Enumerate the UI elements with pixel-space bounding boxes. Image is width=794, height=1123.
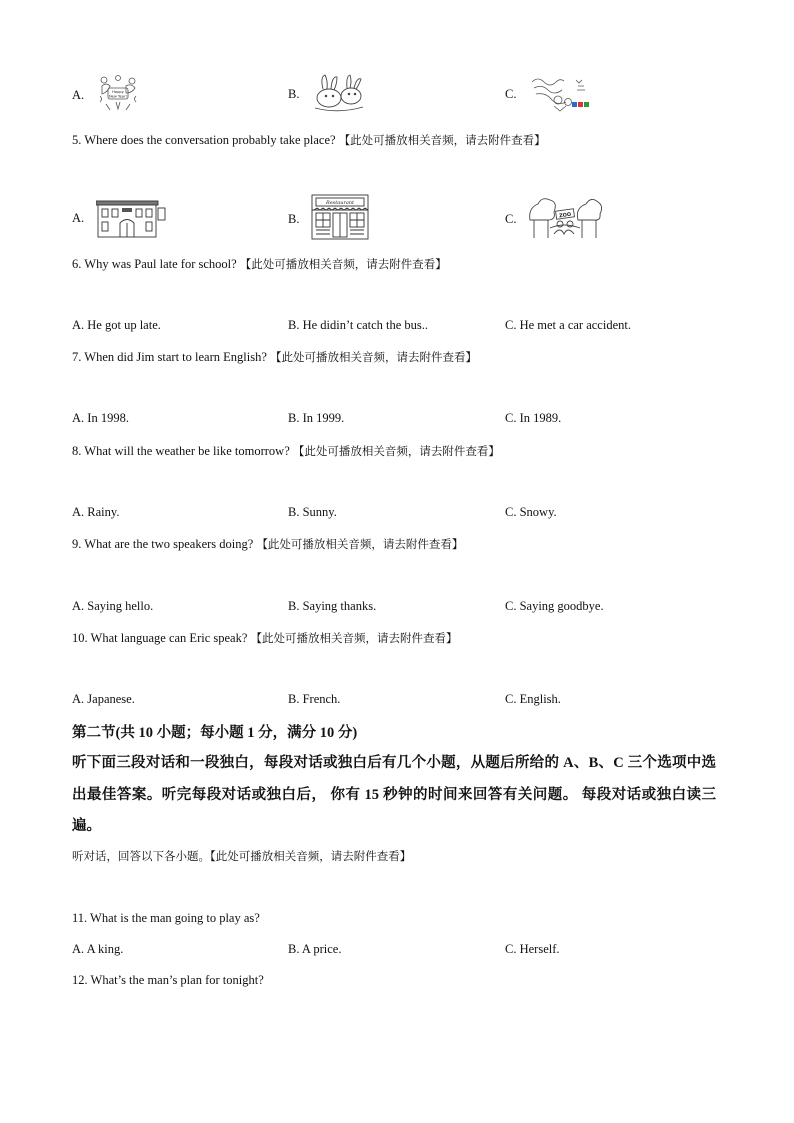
option-letter: A.: [72, 88, 85, 102]
question-text: 9. What are the two speakers doing?: [72, 537, 254, 551]
q9-option-b[interactable]: B. Saying thanks.: [288, 599, 377, 613]
q7-option-c[interactable]: C. In 1989.: [505, 411, 562, 425]
q7-option-b[interactable]: B. In 1999.: [288, 411, 345, 425]
audio-note[interactable]: 【此处可播放相关音频，请去附件查看】: [256, 537, 464, 551]
zoo-icon: [528, 194, 602, 245]
q8-option-a[interactable]: A. Rainy.: [72, 505, 120, 519]
listen-prompt: 听对话，回答以下各小题。: [72, 849, 210, 863]
happy-new-year-icon: [96, 74, 140, 117]
svg-text:New Year!: New Year!: [109, 94, 128, 99]
question-text: 5. Where does the conversation probably take place?: [72, 133, 336, 147]
svg-text:Happy: Happy: [112, 90, 124, 94]
q5-option-c[interactable]: [505, 194, 602, 245]
question-text: 12. What’s the man’s plan for tonight?: [72, 973, 264, 987]
audio-note[interactable]: 【此处可播放相关音频，请去附件查看】: [210, 849, 412, 863]
question-text: 8. What will the weather be like tomorrow?: [72, 444, 290, 458]
question-text: 10. What language can Eric speak?: [72, 631, 248, 645]
dragon-festival-icon: [528, 72, 590, 117]
q7-option-a[interactable]: A. In 1998.: [72, 411, 129, 425]
q4-option-a[interactable]: [72, 74, 140, 117]
q5-option-b[interactable]: [288, 194, 369, 245]
q11-option-a[interactable]: A. A king.: [72, 942, 124, 956]
question-text: 6. Why was Paul late for school?: [72, 257, 237, 271]
building-icon: [96, 194, 166, 243]
q8-option-c[interactable]: C. Snowy.: [505, 505, 557, 519]
q7-question-line: [72, 349, 477, 365]
option-letter: C.: [505, 212, 517, 226]
q12-question-line: [72, 973, 264, 988]
q5-option-a[interactable]: [72, 194, 166, 243]
option-letter: A.: [72, 211, 85, 225]
q6-option-b[interactable]: B. He didin’t catch the bus..: [288, 318, 429, 332]
option-letter: C.: [505, 87, 517, 101]
q6-question-line: [72, 256, 447, 272]
question-text: 11. What is the man going to play as?: [72, 911, 260, 925]
q10-question-line: [72, 630, 458, 646]
q10-option-c[interactable]: C. English.: [505, 692, 561, 706]
svg-text:ZOO: ZOO: [559, 211, 573, 220]
q4-option-b[interactable]: [288, 72, 367, 117]
q10-option-a[interactable]: A. Japanese.: [72, 692, 135, 706]
option-letter: B.: [288, 87, 300, 101]
q10-option-b[interactable]: B. French.: [288, 692, 341, 706]
section-title: 第二节(共 10 小题；每小题 1 分，满分 10 分): [72, 725, 358, 741]
listen-prompt-line: [72, 848, 411, 864]
q9-option-a[interactable]: A. Saying hello.: [72, 599, 154, 613]
q6-option-a[interactable]: A. He got up late.: [72, 318, 161, 332]
audio-note[interactable]: 【此处可播放相关音频，请去附件查看】: [239, 257, 447, 271]
q8-question-line: [72, 443, 500, 459]
rabbits-icon: [311, 72, 367, 117]
audio-note[interactable]: 【此处可播放相关音频，请去附件查看】: [292, 444, 500, 458]
restaurant-icon: [311, 194, 369, 245]
q11-option-c[interactable]: C. Herself.: [505, 942, 560, 956]
audio-note[interactable]: 【此处可播放相关音频，请去附件查看】: [338, 133, 546, 147]
q9-option-c[interactable]: C. Saying goodbye.: [505, 599, 604, 613]
q4-option-c[interactable]: [505, 72, 590, 117]
q11-option-b[interactable]: B. A price.: [288, 942, 342, 956]
q6-option-c[interactable]: C. He met a car accident.: [505, 318, 631, 332]
option-letter: B.: [288, 212, 300, 226]
q11-question-line: [72, 911, 260, 926]
q8-option-b[interactable]: B. Sunny.: [288, 505, 337, 519]
question-text: 7. When did Jim start to learn English?: [72, 350, 267, 364]
q9-question-line: [72, 536, 463, 552]
section-instructions: 听下面三段对话和一段独白，每段对话或独白后有几个小题，从题后所给的 A、B、C 三个选项中选出最佳答案。听完每段对话或独白后， 你有 15 秒钟的时间来回答有关问题。 每段对话或独白读三遍。: [72, 755, 716, 834]
audio-note[interactable]: 【此处可播放相关音频，请去附件查看】: [250, 631, 458, 645]
svg-text:Restaurant: Restaurant: [326, 200, 355, 206]
audio-note[interactable]: 【此处可播放相关音频，请去附件查看】: [270, 350, 477, 364]
q5-question-line: [72, 132, 546, 148]
